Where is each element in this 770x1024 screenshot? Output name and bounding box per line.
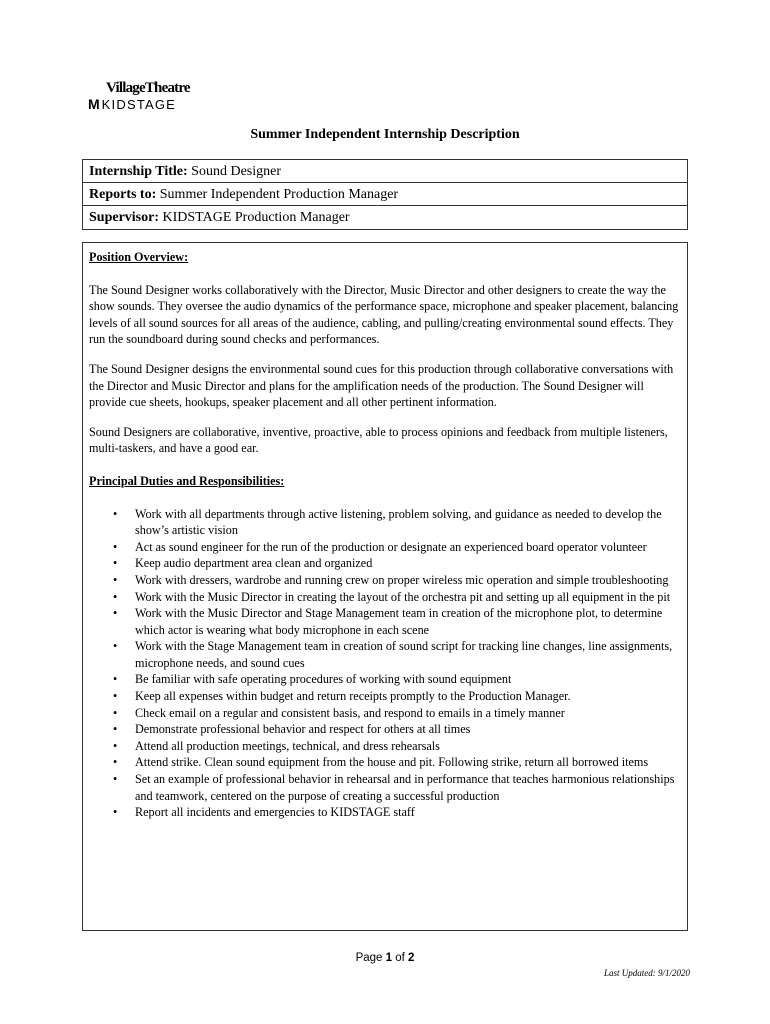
page-number — [0, 952, 770, 964]
internship-title-label: Internship Title: — [89, 164, 188, 179]
logo-kidstage-text: KIDSTAGE — [101, 97, 177, 112]
village-theatre-kidstage-logo — [88, 80, 190, 113]
duty-item: • Work with all departments through active listening, problem solving, and guidance as needed to develop the show’s artistic vision — [89, 506, 681, 539]
principal-duties-heading: Principal Duties and Responsibilities: — [89, 473, 285, 488]
duty-item: • Attend strike. Clean sound equipment from the house and pit. Following strike, return all borrowed items — [89, 754, 681, 771]
duty-item: • Work with dressers, wardrobe and running crew on proper wireless mic operation and simple troubleshooting — [89, 572, 681, 589]
supervisor-value: KIDSTAGE Production Manager — [162, 210, 350, 225]
logo-m-mark: M — [88, 96, 100, 112]
duty-item: • Work with the Music Director in creating the layout of the orchestra pit and setting up all equipment in the pit — [89, 589, 681, 606]
duty-item: • Be familiar with safe operating procedures of working with sound equipment — [89, 671, 681, 688]
total-pages: 2 — [408, 952, 415, 964]
internship-title-value: Sound Designer — [191, 164, 281, 179]
duty-item: • Demonstrate professional behavior and respect for others at all times — [89, 721, 681, 738]
current-page: 1 — [385, 952, 393, 964]
duty-item: • Keep audio department area clean and organized — [89, 555, 681, 572]
supervisor-label: Supervisor: — [89, 210, 159, 225]
duty-item: • Report all incidents and emergencies to KIDSTAGE staff — [89, 804, 681, 821]
logo-village-theatre-text: VillageTheatre — [106, 80, 190, 96]
reports-to-row — [83, 183, 687, 206]
overview-paragraph: The Sound Designer works collaboratively with the Director, Music Director and other designers to create the way the show sounds. They oversee the audio dynamics of the performance space, microphone and speaker placement, balancing levels of all sound sources for all areas of the audience, cabling, and pulling/creating environmental sound effects. They run the soundboard during sound checks and performances. — [89, 282, 679, 347]
reports-to-value: Summer Independent Production Manager — [159, 187, 399, 202]
duties-list — [89, 506, 681, 821]
duty-item: • Check email on a regular and consistent basis, and respond to emails in a timely manner — [89, 705, 681, 722]
reports-to-label: Reports to: — [89, 187, 157, 202]
duty-item: • Set an example of professional behavior in rehearsal and in performance that teaches harmonious relationships and teamwork, centered on the purpose of creating a successful production — [89, 771, 681, 804]
overview-paragraph: The Sound Designer designs the environmental sound cues for this production through collaborative conversations with the Director and Music Director and plans for the amplification needs of the production. The Sound Designer will provide cue sheets, hookups, speaker placement and all other pertinent information. — [89, 361, 674, 410]
duty-item: • Work with the Stage Management team in creation of sound script for tracking line changes, line assignments, microphone needs, and sound cues — [89, 638, 681, 671]
duty-item: • Attend all production meetings, technical, and dress rehearsals — [89, 738, 681, 755]
position-description-box — [82, 242, 688, 931]
position-overview-heading: Position Overview: — [89, 250, 189, 264]
logo-kidstage-line — [88, 96, 190, 113]
supervisor-row — [83, 206, 687, 229]
of-word: of — [395, 952, 405, 964]
duty-item: • Work with the Music Director and Stage Management team in creation of the microphone plot, to determine which actor is wearing what body microphone in each scene — [89, 605, 681, 638]
overview-paragraph: Sound Designers are collaborative, inventive, proactive, able to process opinions and feedback from multiple listeners, multi-taskers, and have a good ear. — [89, 424, 668, 456]
duty-item: • Act as sound engineer for the run of the production or designate an experienced board operator volunteer — [89, 539, 681, 556]
page-word: Page — [355, 952, 383, 964]
internship-info-table — [82, 159, 688, 230]
duty-item: • Keep all expenses within budget and return receipts promptly to the Production Manager. — [89, 688, 681, 705]
last-updated-note: Last Updated: 9/1/2020 — [603, 968, 690, 978]
internship-title-row — [83, 160, 687, 183]
document-title: Summer Independent Internship Description — [250, 127, 520, 142]
